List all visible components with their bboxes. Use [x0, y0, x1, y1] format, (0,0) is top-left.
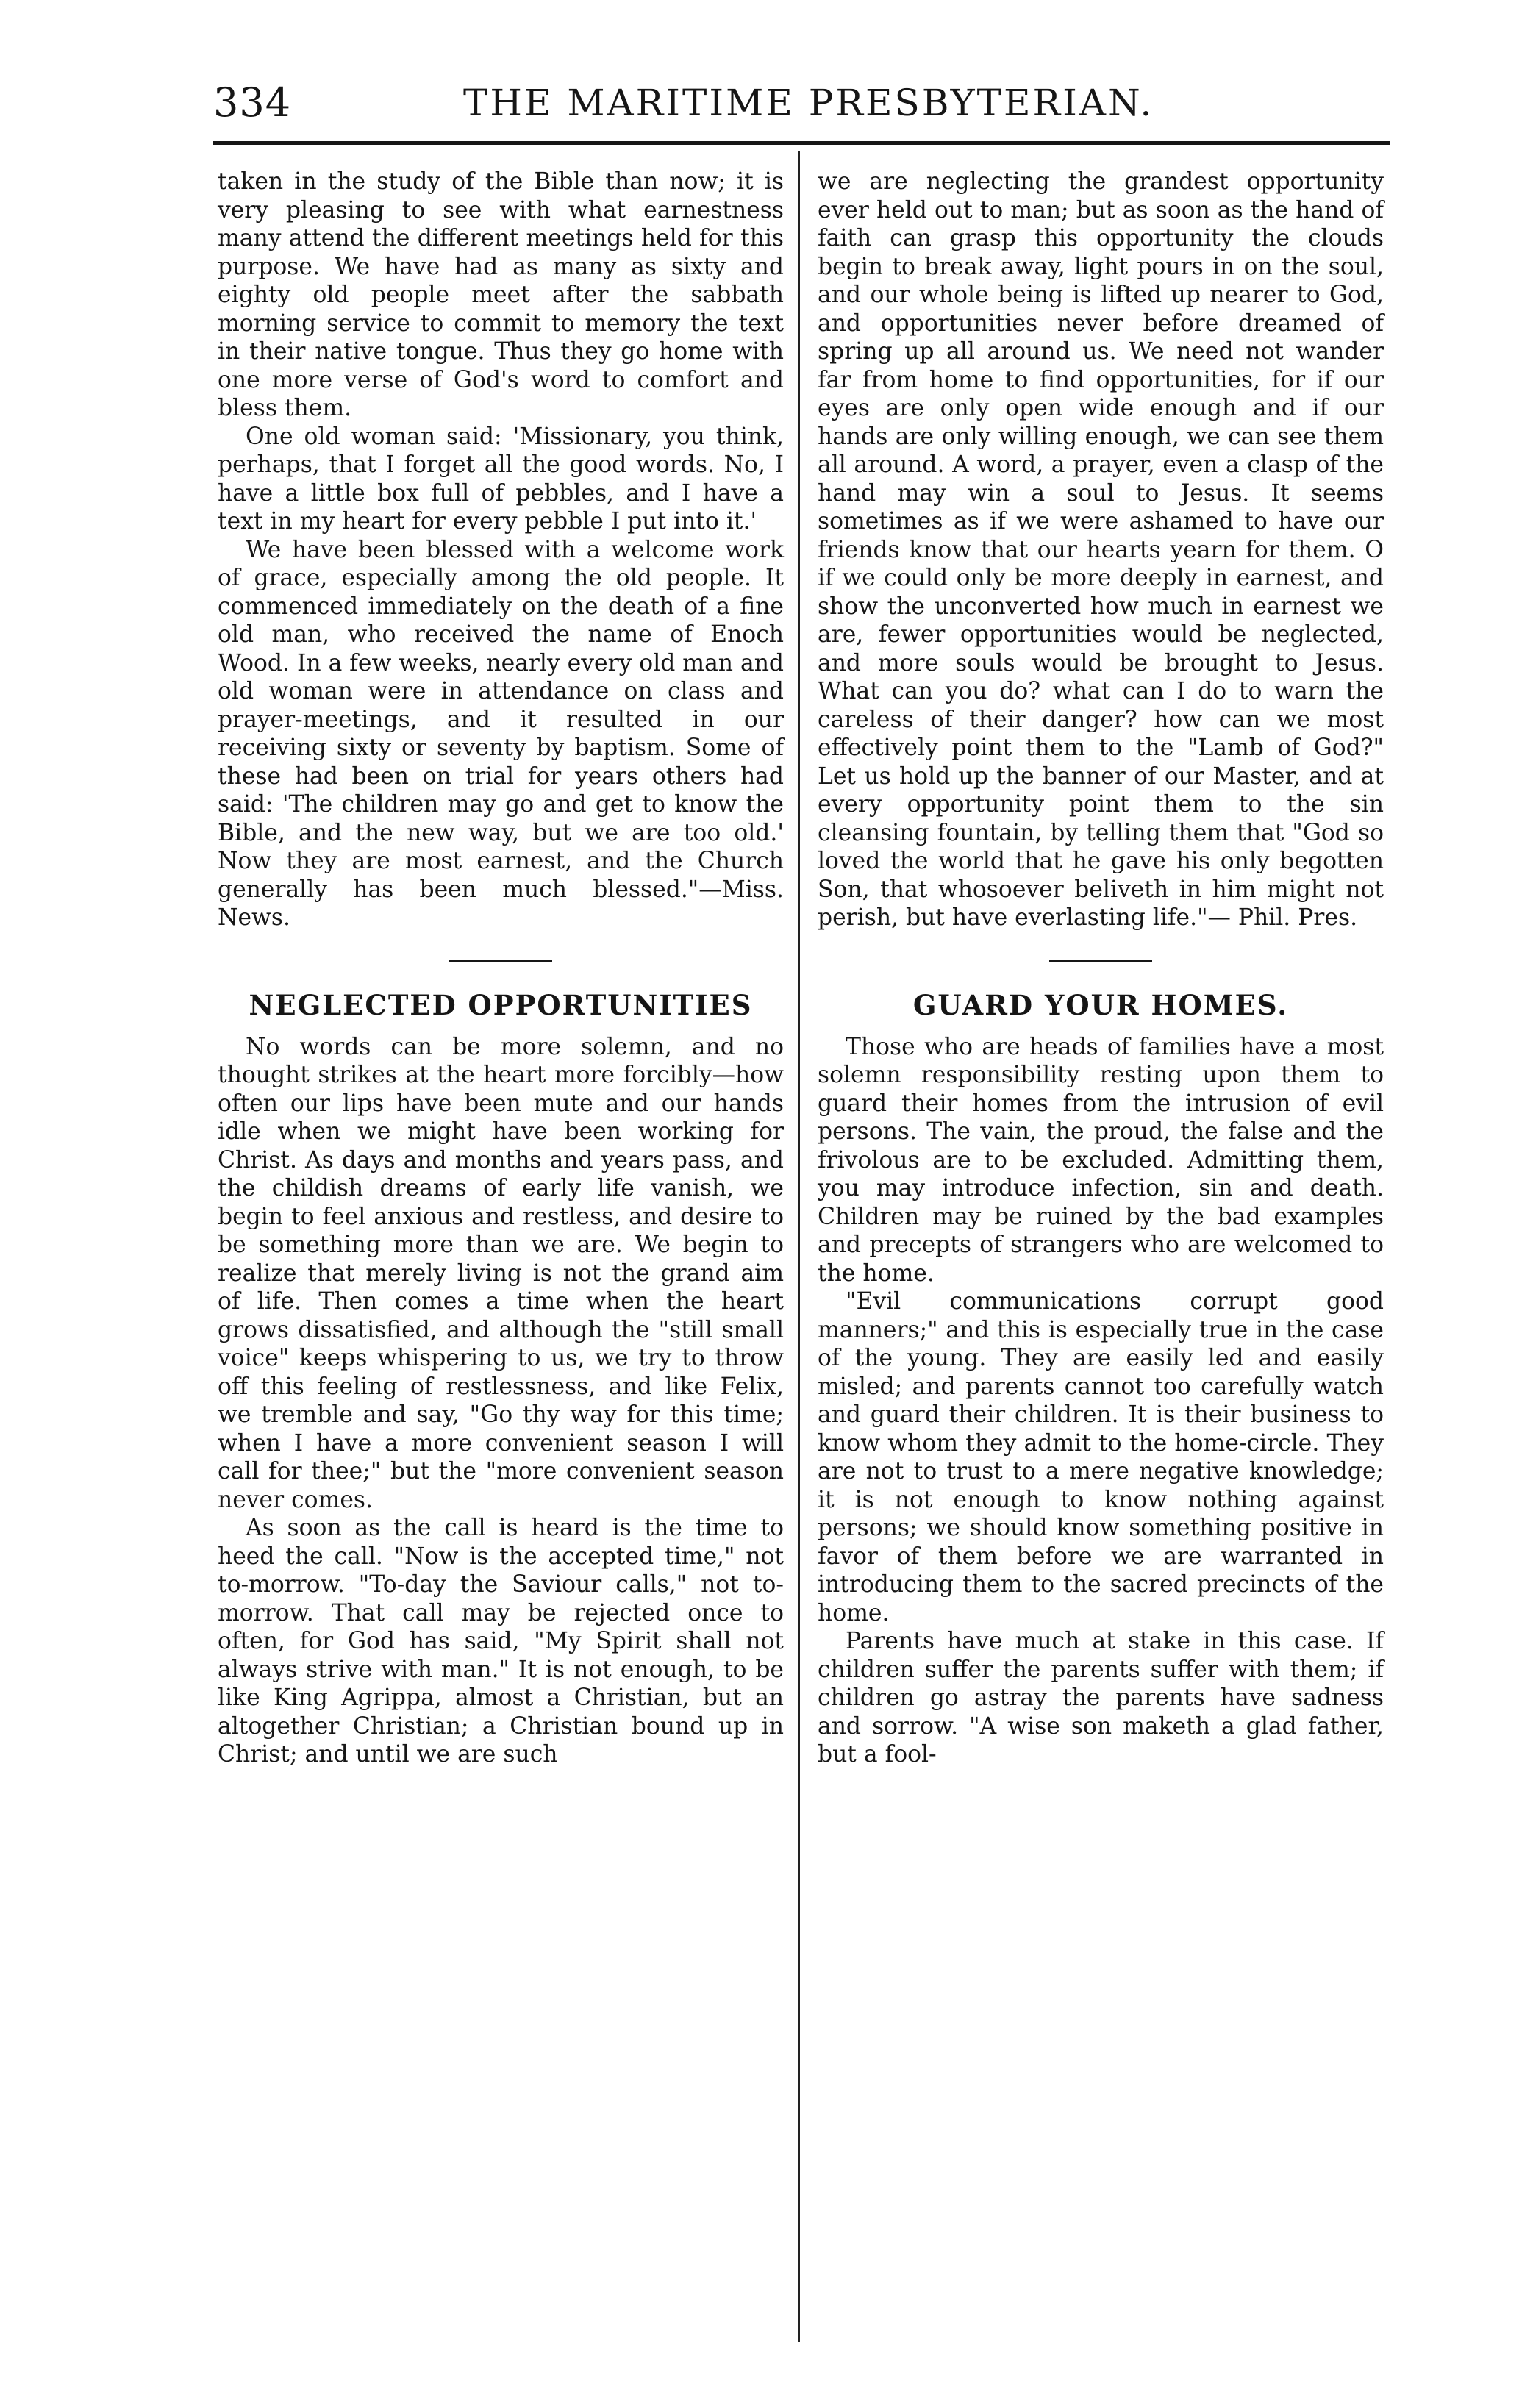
paragraph: We have been blessed with a welcome work of grace, especially among the old people. It commenced immediately on the death of a fine old man, who received the name of Enoch Wood. In a few weeks, nearly every old man and old woman were in attendance on class and prayer-meetings, and it resulted in our receiving sixty or seventy by baptism. Some of these had been on trial for years others had said: 'The children may go and get to know the Bible, and the new way, but we are too old.' Now they are most earnest, and the Church generally has been much blessed."—Miss. News.: [218, 536, 785, 931]
section-separator: [449, 960, 552, 962]
page-number: 334: [213, 79, 292, 126]
running-title: THE MARITIME PRESBYTERIAN.: [463, 82, 1154, 124]
paragraph: Those who are heads of families have a most solemn responsibility resting upon them to guard their homes from the intrusion of evil persons. The vain, the proud, the false and the frivolous are to be excluded. Admitting them, you may introduce infection, sin and death. Children may be ruined by the bad examples and precepts of strangers who are welcomed to the home.: [818, 1033, 1384, 1287]
paragraph: One old woman said: 'Missionary, you think, perhaps, that I forget all the good words. No, I have a little box full of pebbles, and I have a text in my heart for every pebble I put into it.': [218, 423, 784, 535]
left-column: [218, 168, 784, 1769]
paragraph: As soon as the call is heard is the time to heed the call. "Now is the accepted time," not to-morrow. "To-day the Saviour calls," not to-morrow. That call may be rejected once to often, for God has said, "My Spirit shall not always strive with man." It is not enough, to be like King Agrippa, almost a Christian, but an altogether Christian; a Christian bound up in Christ; and until we are such: [218, 1515, 784, 1768]
article-heading: GUARD YOUR HOMES.: [912, 988, 1289, 1021]
paragraph: No words can be more solemn, and no thought strikes at the heart more forcibly—how often our lips have been mute and our hands idle when we might have been working for Christ. As days and months and years pass, and the childish dreams of early life vanish, we begin to feel anxious and restless, and desire to be something more than we are. We begin to realize that merely living is not the grand aim of life. Then comes a time when the heart grows dissatisfied, and although the "still small voice" keeps whispering to us, we try to throw off this feeling of restlessness, and like Felix, we tremble and say, "Go thy way for this time; when I have a more convenient season I will call for thee;" but the "more convenient season never comes.: [218, 1033, 784, 1513]
article-heading: NEGLECTED OPPORTUNITIES: [249, 988, 753, 1021]
right-column: [818, 168, 1384, 1769]
paragraph: taken in the study of the Bible than now; it is very pleasing to see with what earnestness many attend the different meetings held for this purpose. We have had as many as sixty and eighty old people meet after the sabbath morning service to commit to memory the text in their native tongue. Thus they go home with one more verse of God's word to comfort and bless them.: [218, 168, 784, 421]
paragraph: we are neglecting the grandest opportunity ever held out to man; but as soon as the hand of faith can grasp this opportunity the clouds begin to break away, light pours in on the soul, and our whole being is lifted up nearer to God, and opportunities never before dreamed of spring up all around us. We need not wander far from home to find opportunities, for if our eyes are only open wide enough and if our hands are only willing enough, we can see them all around. A word, a prayer, even a clasp of the hand may win a soul to Jesus. It seems sometimes as if we were ashamed to have our friends know that our hearts yearn for them. O if we could only be more deeply in earnest, and show the unconverted how much in earnest we are, fewer opportunities would be neglected, and more souls would be brought to Jesus. What can you do? what can I do to warn the careless of their danger? how can we most effectively point them to the "Lamb of God?" Let us hold up the banner of our Master, and at every opportunity point them to the sin cleansing fountain, by telling them that "God so loved the world that he gave his only begotten Son, that whosoever beliveth in him might not perish, but have everlasting life."— Phil. Pres.: [818, 168, 1384, 931]
section-separator: [1049, 960, 1152, 962]
page-header: [213, 74, 1390, 132]
paragraph: Parents have much at stake in this case. If children suffer the parents suffer with them; if children go astray the parents have sadness and sorrow. "A wise son maketh a glad father, but a fool-: [818, 1628, 1384, 1768]
header-rule: [213, 141, 1390, 145]
paragraph: "Evil communications corrupt good manners;" and this is especially true in the case of the young. They are easily led and easily misled; and parents cannot too carefully watch and guard their children. It is their business to know whom they admit to the home-circle. They are not to trust to a mere negative knowledge; it is not enough to know nothing against persons; we should know something positive in favor of them before we are warranted in introducing them to the sacred precincts of the home.: [818, 1288, 1384, 1626]
column-divider: [798, 151, 800, 2342]
